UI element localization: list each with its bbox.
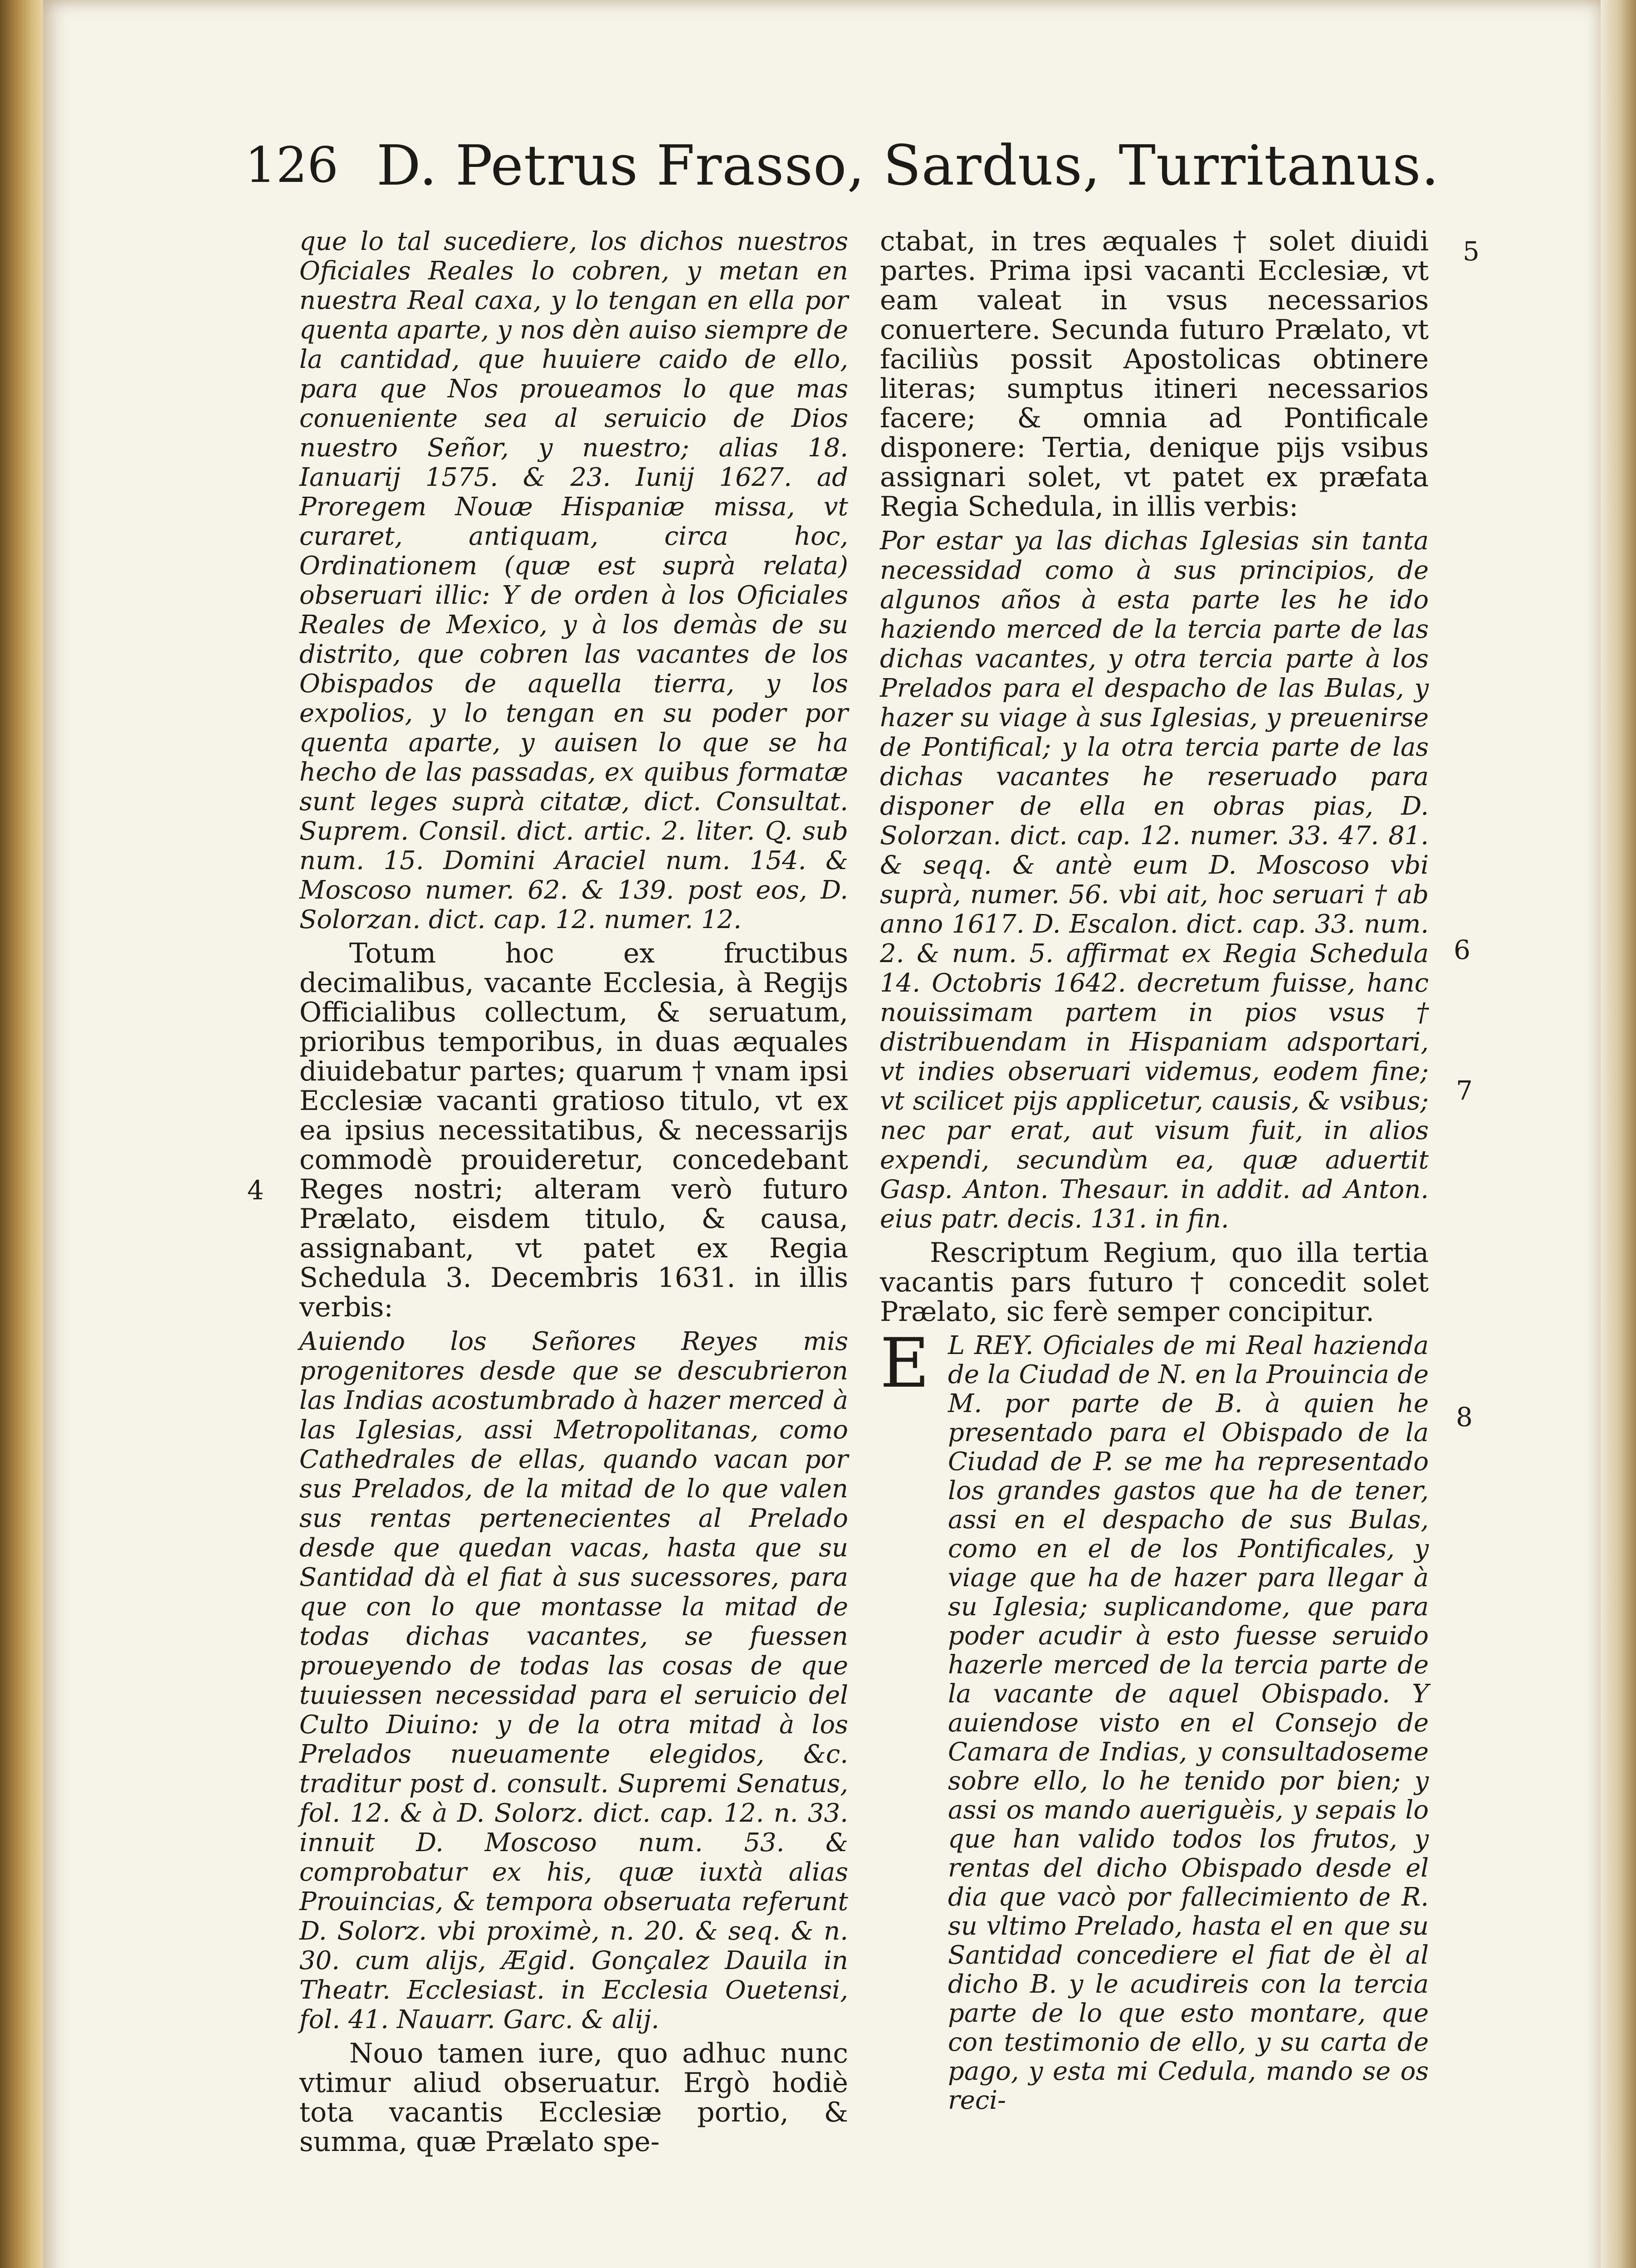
left-paragraph-3: Auiendo los Señores Reyes mis progenitores desde que se descubrieron las Indias acostumbrado à hazer merced à las Iglesias, assi Metropolitanas, como Cathedrales de ellas, quando vacan por sus Prelados, de la mitad de lo que valen sus rentas pertenecientes al Prelado desde que quedan vacas, hasta que su Santidad dà el fiat à sus sucessores, para que con lo que montasse la mitad de todas dichas vacantes, se fuessen proueyendo de todas las cosas de que tuuiessen necessidad para el seruicio del Culto Diuino: y de la otra mitad à los Prelados nueuamente elegidos, &c. traditur post d. consult. Supremi Senatus, fol. 12. & à D. Solorz. dict. cap. 12. n. 33. innuit D. Moscoso num. 53. & comprobatur ex his, quæ iuxtà alias Prouincias, & tempora obseruata referunt D. Solorz. vbi proximè, n. 20. & seq. & n. 30. cum alijs, Ægid. Gonçalez Dauila in Theatr. Ecclesiast. in Ecclesia Ouetensi, fol. 41. Nauarr. Garc. & alij. <box>299 1327 848 2034</box>
margin-number-6: 6 <box>1454 934 1470 965</box>
margin-number-5: 5 <box>1463 236 1480 267</box>
left-paragraph-4: Nouo tamen iure, quo adhuc nunc vtimur aliud obseruatur. Ergò hodiè tota vacantis Ecclesiæ portio, & summa, quæ Prælato spe- <box>299 2038 848 2158</box>
margin-number-7: 7 <box>1456 1075 1473 1106</box>
left-paragraph-2: Totum hoc ex fructibus decimalibus, vacante Ecclesia, à Regijs Officialibus collectum, & seruatum, prioribus temporibus, in duas æquales diuidebatur partes; quarum † vnam ipsi Ecclesiæ vacanti gratioso titulo, vt ex ea ipsius necessitatibus, & necessarijs commodè prouideretur, concedebant Reges nostri; alteram verò futuro Prælato, eisdem titulo, & causa, assignabant, vt patet ex Regia Schedula 3. Decembris 1631. in illis verbis: <box>299 938 848 1323</box>
left-column <box>299 227 848 2161</box>
margin-number-4: 4 <box>247 1175 264 1206</box>
right-paragraph-2: Por estar ya las dichas Iglesias sin tanta necessidad como à sus principios, de algunos años à esta parte les he ido haziendo merced de la tercia parte de las dichas vacantes, y otra tercia parte à los Prelados para el despacho de las Bulas, y hazer su viage à sus Iglesias, y preuenirse de Pontifical; y la otra tercia parte de las dichas vacantes he reseruado para disponer de ella en obras pias, D. Solorzan. dict. cap. 12. numer. 33. 47. 81. & seqq. & antè eum D. Moscoso vbi suprà, numer. 56. vbi ait, hoc seruari † ab anno 1617. D. Escalon. dict. cap. 33. num. 2. & num. 5. affirmat ex Regia Schedula 14. Octobris 1642. decretum fuisse, hanc nouissimam partem in pios vsus † distribuendam in Hispaniam adsportari, vt indies obseruari videmus, eodem fine; vt scilicet pijs applicetur, causis, & vsibus; nec par erat, aut visum fuit, in alios expendi, secundùm ea, quæ aduertit Gasp. Anton. Thesaur. in addit. ad Anton. eius patr. decis. 131. in fin. <box>880 526 1429 1234</box>
royal-decree-text: L REY. Oficiales de mi Real hazienda de la Ciudad de N. en la Prouincia de M. por parte de B. à quien he presentado para el Obispado de la Ciudad de P. se me ha representado los grandes gastos que ha de tener, assi en el despacho de sus Bulas, como en el de los Pontificales, y viage que ha de hazer para llegar à su Iglesia; suplicandome, que para poder acudir à esto fuesse seruido hazerle merced de la tercia parte de la vacante de aquel Obispado. Y auiendose visto en el Consejo de Camara de Indias, y consultadoseme sobre ello, lo he tenido por bien; y assi os mando aueriguèis, y sepais lo que han valido todos los frutos, y rentas del dicho Obispado desde el dia que vacò por fallecimiento de R. su vltimo Prelado, hasta el en que su Santidad concediere el fiat de èl al dicho B. y le acudireis con la tercia parte de lo que esto montare, que con testimonio de ello, y su carta de pago, y esta mi Cedula, mando se os reci- <box>948 1331 1429 2115</box>
book-spine-gutter <box>0 0 43 2268</box>
left-paragraph-1: que lo tal sucediere, los dichos nuestros Oficiales Reales lo cobren, y metan en nuestra Real caxa, y lo tengan en ella por quenta aparte, y nos dèn auiso siempre de la cantidad, que huuiere caido de ello, para que Nos proueamos lo que mas conueniente sea al seruicio de Dios nuestro Señor, y nuestro; alias 18. Ianuarij 1575. & 23. Iunij 1627. ad Proregem Nouæ Hispaniæ missa, vt curaret, antiquam, circa hoc, Ordinationem (quæ est suprà relata) obseruari illic: Y de orden à los Oficiales Reales de Mexico, y à los demàs de su distrito, que cobren las vacantes de los Obispados de aquella tierra, y los expolios, y lo tengan en su poder por quenta aparte, y auisen lo que se ha hecho de las passadas, ex quibus formatæ sunt leges suprà citatæ, dict. Consultat. Suprem. Consil. dict. artic. 2. liter. Q. sub num. 15. Domini Araciel num. 154. & Moscoso numer. 62. & 139. post eos, D. Solorzan. dict. cap. 12. numer. 12. <box>299 227 848 934</box>
page-fore-edge <box>1601 0 1636 2268</box>
page-header <box>245 132 1470 209</box>
page-number: 126 <box>245 137 339 194</box>
royal-decree-paragraph <box>880 1324 1429 2115</box>
right-paragraph-3: Rescriptum Regium, quo illa tertia vacantis pars futuro † concedit solet Prælato, sic ferè semper concipitur. <box>880 1237 1429 1328</box>
margin-number-8: 8 <box>1456 1402 1473 1432</box>
drop-cap-letter: E <box>880 1324 930 1403</box>
right-paragraph-1: ctabat, in tres æquales † solet diuidi partes. Prima ipsi vacanti Ecclesiæ, vt eam valeat in vsus necessarios conuertere. Secunda futuro Prælato, vt faciliùs possit Apostolicas obtinere literas; sumptus itineri necessarios facere; & omnia ad Pontificale disponere: Tertia, denique pijs vsibus assignari solet, vt patet ex præfata Regia Schedula, in illis verbis: <box>880 225 1429 523</box>
book-page <box>43 0 1601 2268</box>
right-column <box>880 227 1429 2115</box>
running-title: D. Petrus Frasso, Sardus, Turritanus. <box>376 133 1440 198</box>
